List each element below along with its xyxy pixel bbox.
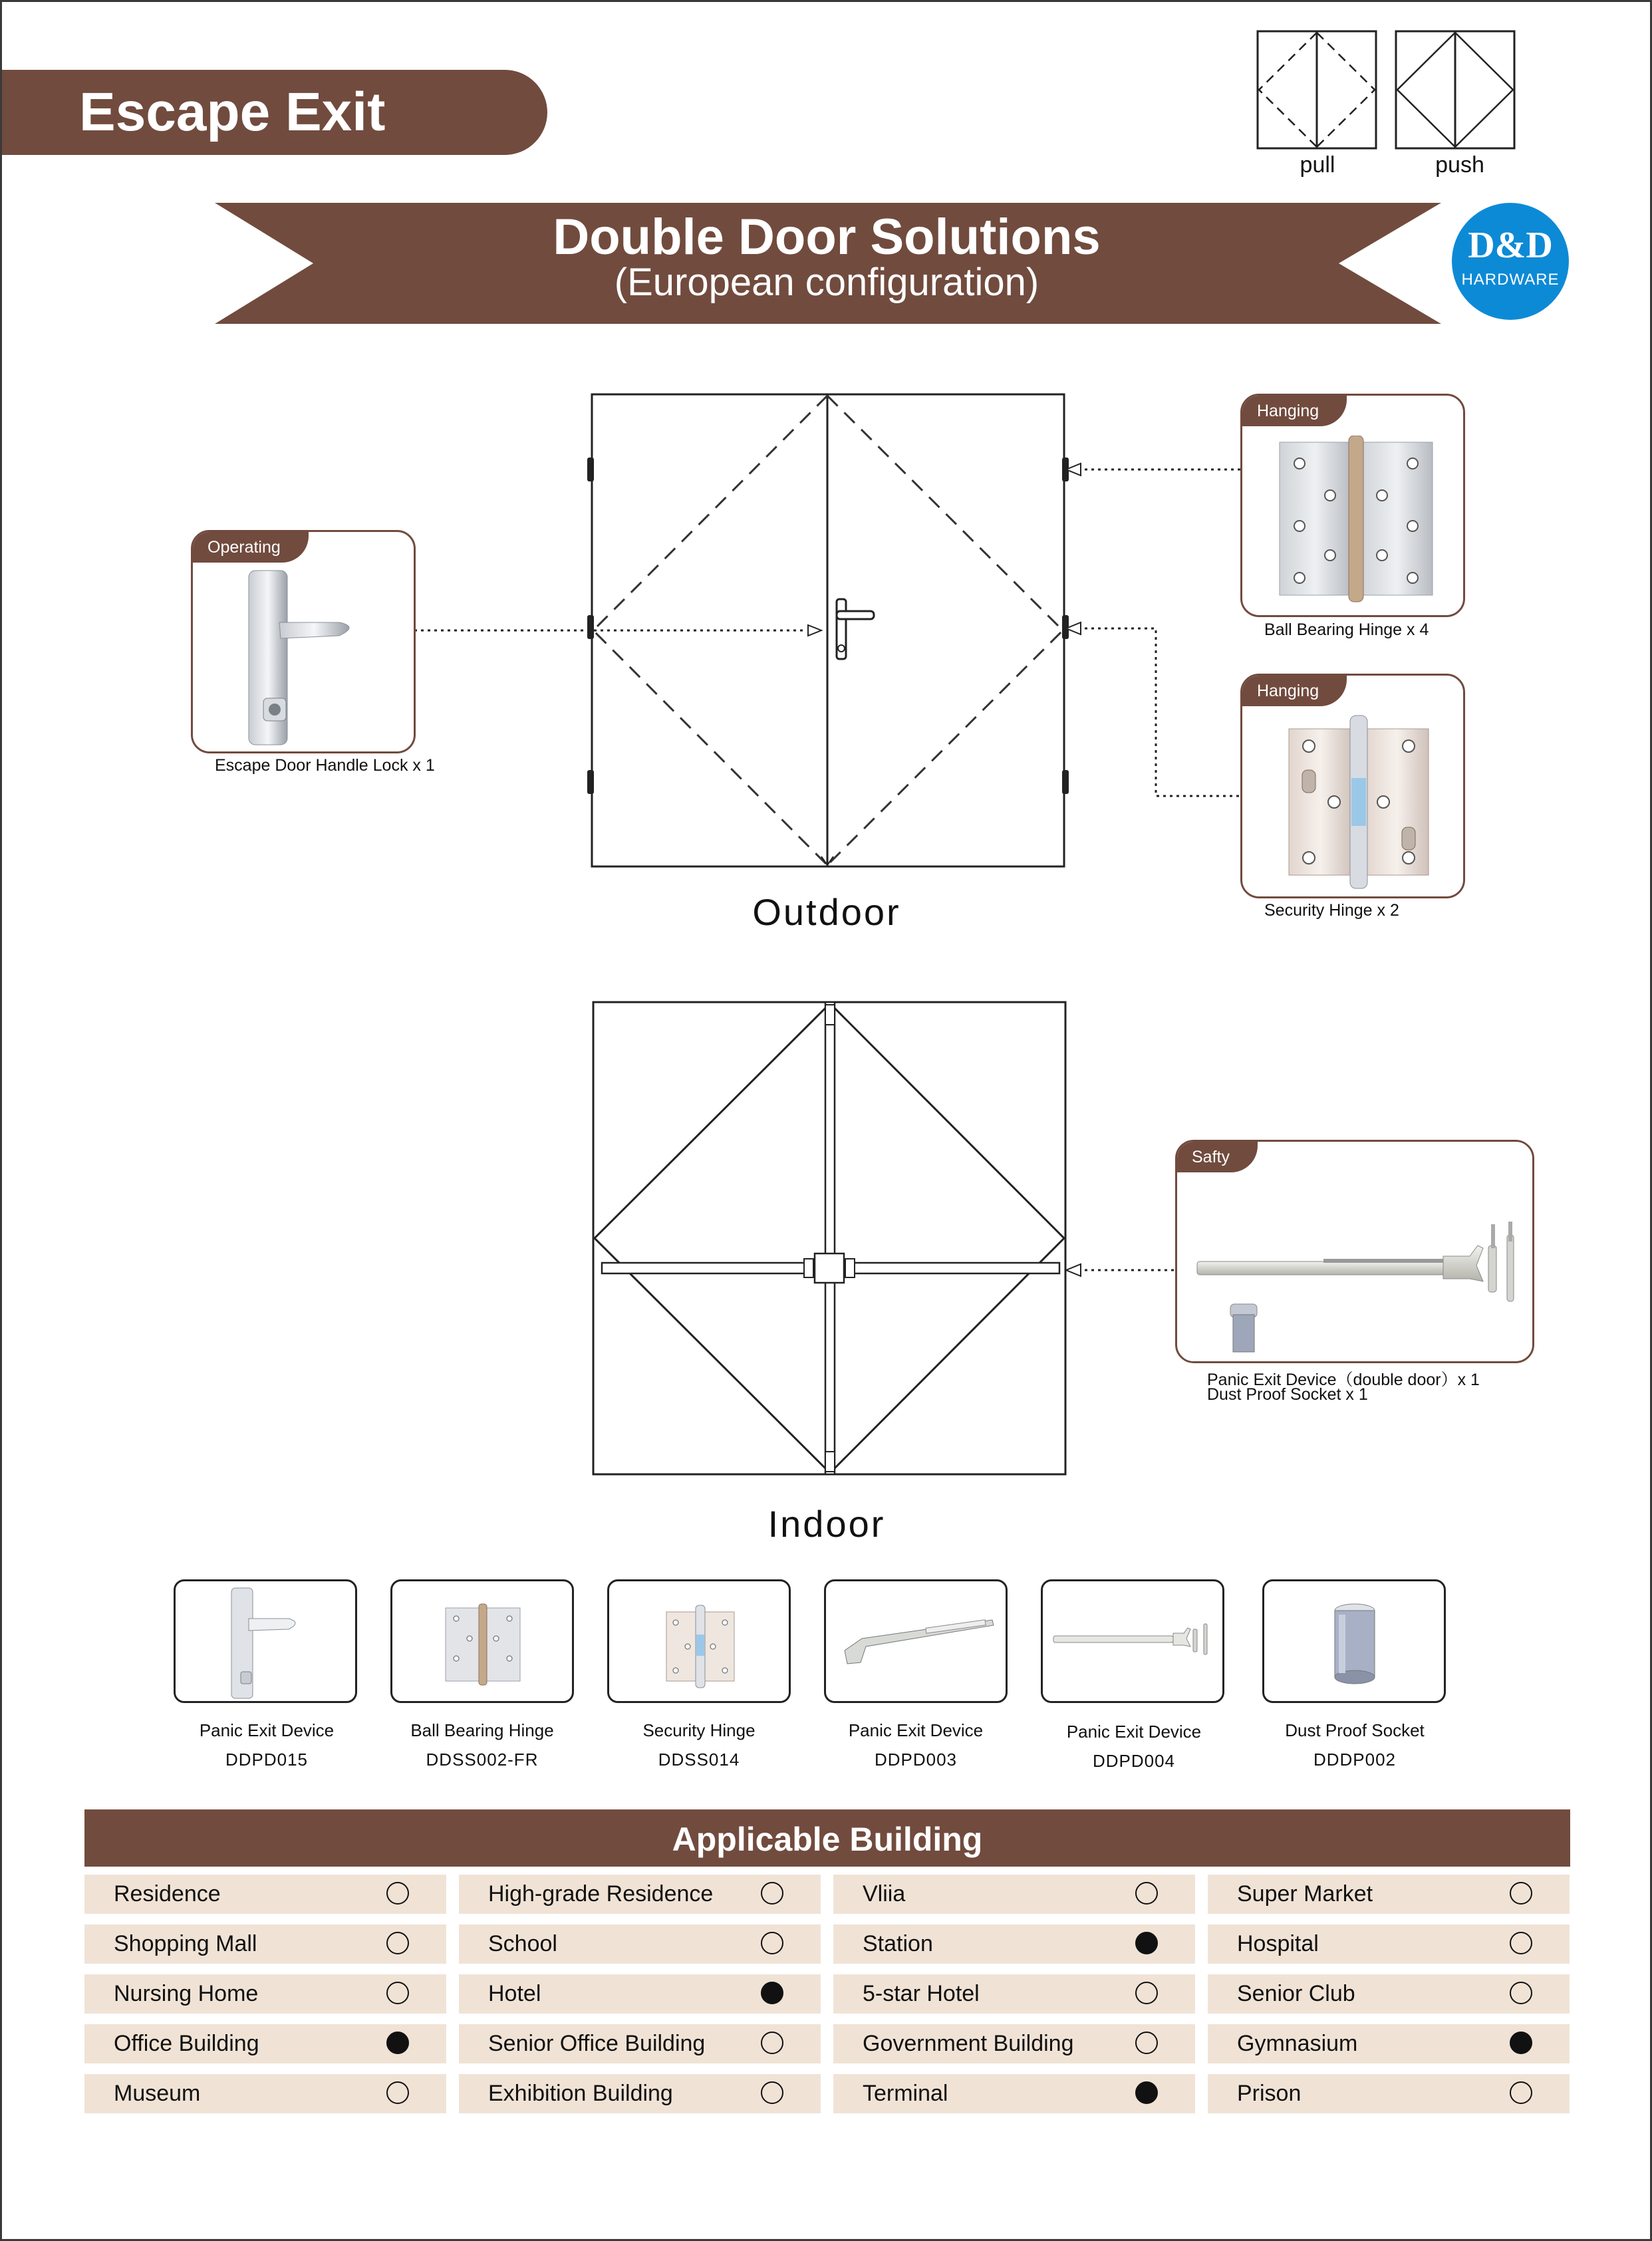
building-option[interactable]: [84, 2074, 446, 2113]
building-label: Nursing Home: [114, 1981, 259, 2006]
radio-empty-icon[interactable]: [761, 2032, 783, 2054]
building-label: 5-star Hotel: [863, 1981, 980, 2006]
product-code-3: DDSS014: [658, 1750, 740, 1770]
product-name-6: Dust Proof Socket: [1285, 1720, 1425, 1740]
building-label: Senior Office Building: [488, 2031, 706, 2056]
building-option[interactable]: [84, 1974, 446, 2014]
building-label: Senior Club: [1237, 1981, 1355, 2006]
building-label: Museum: [114, 2081, 201, 2106]
building-option[interactable]: [84, 1924, 446, 1964]
safety-caption-line1: Panic Exit Device（double door）x 1: [1207, 1371, 1480, 1389]
security-hinge-icon: [1282, 709, 1435, 895]
hinge-icon: [392, 1581, 572, 1701]
push-label: push: [1435, 152, 1484, 178]
radio-empty-icon[interactable]: [761, 1882, 783, 1905]
push-bar-icon: [826, 1581, 1006, 1701]
building-option[interactable]: [833, 1924, 1195, 1964]
applicable-building-header: Applicable Building: [84, 1809, 1570, 1867]
product-thumb-4[interactable]: [824, 1579, 1008, 1703]
building-option[interactable]: [833, 2024, 1195, 2063]
product-name-5: Panic Exit Device: [1066, 1722, 1202, 1742]
radio-empty-icon[interactable]: [1135, 1882, 1158, 1905]
building-option[interactable]: [459, 2024, 821, 2063]
double-door-bar-icon: [1043, 1581, 1222, 1701]
radio-selected-icon[interactable]: [386, 2032, 409, 2054]
radio-empty-icon[interactable]: [386, 2081, 409, 2104]
ball-hinge-card: [1240, 394, 1465, 617]
product-code-4: DDPD003: [874, 1750, 958, 1770]
radio-empty-icon[interactable]: [1135, 2032, 1158, 2054]
building-label: Vliia: [863, 1881, 906, 1907]
building-label: High-grade Residence: [488, 1881, 714, 1907]
socket-icon: [1264, 1581, 1444, 1701]
safety-caption-line2: Dust Proof Socket x 1: [1207, 1385, 1368, 1404]
indoor-door-diagram: [582, 995, 1087, 1481]
radio-empty-icon[interactable]: [1510, 1982, 1532, 2004]
building-option[interactable]: [459, 2074, 821, 2113]
logo-main-text: D&D: [1468, 225, 1553, 266]
radio-selected-icon[interactable]: [761, 1982, 783, 2004]
operating-caption: Escape Door Handle Lock x 1: [215, 756, 435, 775]
product-thumb-2[interactable]: [390, 1579, 574, 1703]
radio-empty-icon[interactable]: [1510, 2081, 1532, 2104]
product-code-1: DDPD015: [225, 1750, 309, 1770]
applicable-building-grid: [84, 1875, 1570, 2113]
radio-empty-icon[interactable]: [1135, 1982, 1158, 2004]
building-label: Hotel: [488, 1981, 541, 2006]
radio-empty-icon[interactable]: [761, 2081, 783, 2104]
product-name-1: Panic Exit Device: [199, 1720, 335, 1740]
lever-handle-icon: [176, 1581, 355, 1701]
radio-selected-icon[interactable]: [1135, 1932, 1158, 1954]
building-label: Super Market: [1237, 1881, 1373, 1907]
operating-tag: Operating: [193, 532, 309, 563]
security-hinge-tag: Hanging: [1242, 676, 1347, 706]
product-thumb-1[interactable]: [174, 1579, 357, 1703]
building-label: Station: [863, 1931, 933, 1956]
building-label: Exhibition Building: [488, 2081, 673, 2106]
radio-empty-icon[interactable]: [386, 1932, 409, 1954]
indoor-caption: Indoor: [767, 1503, 886, 1545]
product-code-5: DDPD004: [1092, 1751, 1176, 1771]
double-door-bar-icon: [1190, 1182, 1530, 1361]
building-label: Residence: [114, 1881, 221, 1907]
radio-selected-icon[interactable]: [1510, 2032, 1532, 2054]
banner-subtitle: (European configuration): [614, 261, 1039, 304]
building-option[interactable]: [84, 1875, 446, 1914]
building-option[interactable]: [1208, 2074, 1570, 2113]
safety-tag: Safty: [1177, 1142, 1258, 1172]
radio-empty-icon[interactable]: [761, 1932, 783, 1954]
security-hinge-caption: Security Hinge x 2: [1264, 901, 1399, 920]
product-code-2: DDSS002-FR: [426, 1750, 539, 1770]
building-label: Shopping Mall: [114, 1931, 257, 1956]
building-label: Gymnasium: [1237, 2031, 1358, 2056]
building-option[interactable]: [459, 1875, 821, 1914]
lever-handle-icon: [233, 565, 392, 751]
ball-hinge-tag: Hanging: [1242, 396, 1347, 426]
ball-hinge-caption: Ball Bearing Hinge x 4: [1264, 620, 1429, 639]
radio-empty-icon[interactable]: [386, 1982, 409, 2004]
building-option[interactable]: [1208, 1924, 1570, 1964]
pull-label: pull: [1300, 152, 1335, 178]
banner-title: Double Door Solutions: [553, 209, 1101, 265]
product-code-6: DDDP002: [1313, 1750, 1397, 1770]
building-option[interactable]: [459, 1924, 821, 1964]
radio-selected-icon[interactable]: [1135, 2081, 1158, 2104]
building-label: Prison: [1237, 2081, 1302, 2106]
building-option[interactable]: [833, 2074, 1195, 2113]
radio-empty-icon[interactable]: [1510, 1932, 1532, 1954]
building-label: Hospital: [1237, 1931, 1319, 1956]
security-hinge-icon: [609, 1581, 789, 1701]
building-label: Terminal: [863, 2081, 948, 2106]
product-thumb-5[interactable]: [1041, 1579, 1224, 1703]
building-label: School: [488, 1931, 557, 1956]
building-option[interactable]: [833, 1875, 1195, 1914]
product-thumb-6[interactable]: [1262, 1579, 1446, 1703]
operating-card: [191, 530, 416, 753]
building-label: Government Building: [863, 2031, 1074, 2056]
radio-empty-icon[interactable]: [386, 1882, 409, 1905]
security-hinge-card: [1240, 674, 1465, 898]
building-option[interactable]: [84, 2024, 446, 2063]
page-title: Escape Exit: [79, 82, 386, 142]
product-thumb-3[interactable]: [607, 1579, 791, 1703]
hinge-icon: [1273, 436, 1439, 608]
outdoor-caption: Outdoor: [752, 891, 901, 933]
product-name-2: Ball Bearing Hinge: [410, 1720, 554, 1740]
radio-empty-icon[interactable]: [1510, 1882, 1532, 1905]
product-name-3: Security Hinge: [642, 1720, 756, 1740]
building-option[interactable]: [1208, 2024, 1570, 2063]
building-option[interactable]: [833, 1974, 1195, 2014]
building-label: Office Building: [114, 2031, 259, 2056]
product-name-4: Panic Exit Device: [848, 1720, 984, 1740]
logo-sub-text: HARDWARE: [1461, 271, 1560, 289]
safety-card: [1175, 1140, 1534, 1363]
building-option[interactable]: [1208, 1875, 1570, 1914]
building-option[interactable]: [1208, 1974, 1570, 2014]
building-option[interactable]: [459, 1974, 821, 2014]
